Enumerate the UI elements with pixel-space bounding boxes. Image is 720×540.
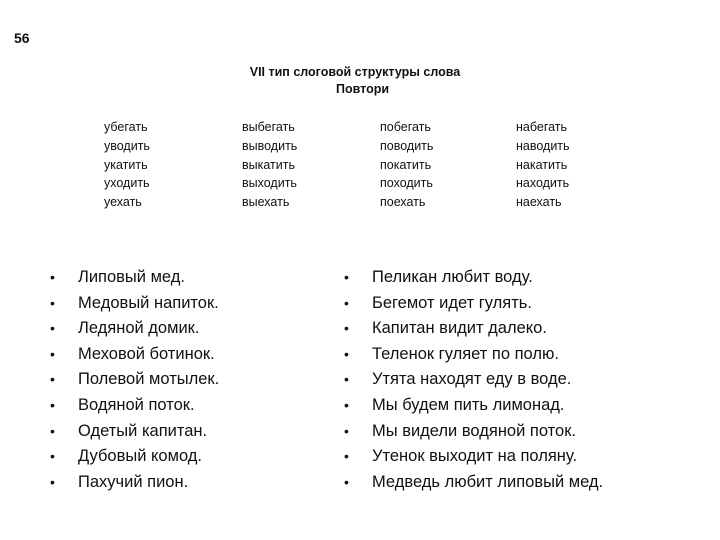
word-item: наехать	[516, 195, 562, 210]
bullet-icon: •	[50, 294, 55, 311]
bullet-icon: •	[344, 320, 349, 337]
word-item: укатить	[104, 157, 148, 172]
phrase-text: Пеликан любит воду.	[372, 268, 533, 286]
phrase-text: Одетый капитан.	[78, 421, 208, 440]
word-grid	[0, 118, 720, 218]
bullet-icon: •	[50, 320, 55, 337]
word-item: выехать	[242, 195, 290, 210]
phrase-text: Мы будем пить лимонад.	[372, 395, 565, 414]
word-column-po	[380, 118, 433, 212]
list-item	[344, 265, 603, 291]
list-item	[344, 291, 603, 317]
word-item: уехать	[104, 195, 142, 210]
list-item	[344, 342, 603, 368]
list-item	[344, 367, 603, 393]
list-item	[344, 444, 603, 470]
list-item	[344, 470, 603, 496]
phrase-text: Капитан видит далеко.	[372, 319, 547, 338]
phrase-text: Пахучий пион.	[78, 472, 189, 491]
list-item	[50, 444, 219, 470]
bullet-icon: •	[344, 371, 349, 388]
list-item	[50, 419, 219, 445]
phrase-list-left	[50, 265, 219, 495]
bullet-icon: •	[344, 422, 349, 439]
list-item	[50, 342, 219, 368]
bullet-icon: •	[50, 345, 55, 362]
page-title: VII тип слоговой структуры слова	[249, 65, 461, 79]
page-subtitle: Повтори	[335, 82, 390, 96]
phrase-text: Дубовый комод.	[78, 447, 202, 466]
title-block	[0, 64, 720, 98]
phrase-text: Ледяной домик.	[78, 319, 200, 338]
word-item: выводить	[242, 138, 298, 153]
word-item: выбегать	[242, 120, 295, 134]
list-item	[344, 393, 603, 419]
list-item	[50, 470, 219, 496]
list-item	[50, 265, 219, 291]
bullet-icon: •	[50, 422, 55, 439]
list-item	[50, 367, 219, 393]
phrase-text: Теленок гуляет по полю.	[372, 344, 559, 363]
word-column-u	[104, 118, 150, 212]
word-column-vy	[242, 118, 297, 212]
word-item: походить	[380, 176, 433, 191]
phrase-text: Утенок выходит на поляну.	[372, 447, 578, 466]
phrase-text: Утята находят еду в воде.	[372, 370, 572, 389]
word-item: покатить	[380, 157, 432, 172]
word-item: уходить	[104, 176, 150, 191]
phrase-text: Липовый мед.	[78, 268, 185, 286]
bullet-icon: •	[50, 396, 55, 413]
word-item: выкатить	[242, 157, 295, 172]
list-item	[50, 316, 219, 342]
bullet-icon: •	[50, 371, 55, 388]
bullet-icon: •	[50, 473, 55, 490]
word-item: накатить	[516, 157, 568, 172]
word-item: набегать	[516, 120, 568, 134]
word-item: находить	[516, 176, 570, 191]
phrase-text: Медведь любит липовый мед.	[372, 472, 604, 491]
list-item	[344, 419, 603, 445]
phrase-text: Меховой ботинок.	[78, 344, 215, 363]
bullet-icon: •	[344, 345, 349, 362]
word-item: поехать	[380, 195, 426, 210]
phrase-list-right	[344, 265, 603, 495]
word-item: наводить	[516, 138, 570, 153]
word-item: поводить	[380, 138, 434, 153]
list-item	[50, 393, 219, 419]
list-item	[344, 316, 603, 342]
phrase-text: Полевой мотылек.	[78, 370, 220, 389]
list-item	[50, 291, 219, 317]
phrase-text: Водяной поток.	[78, 395, 195, 414]
word-item: уводить	[104, 138, 150, 153]
bullet-icon: •	[344, 396, 349, 413]
phrase-text: Бегемот идет гулять.	[372, 293, 532, 312]
bullet-icon: •	[344, 269, 349, 285]
bullet-icon: •	[344, 448, 349, 465]
phrase-text: Медовый напиток.	[78, 293, 219, 312]
bullet-icon: •	[344, 294, 349, 311]
phrase-text: Мы видели водяной поток.	[372, 421, 577, 440]
word-item: убегать	[104, 120, 148, 134]
page-number: 56	[14, 30, 30, 46]
word-item: выходить	[242, 176, 297, 191]
bullet-icon: •	[50, 269, 55, 285]
word-column-na	[516, 118, 570, 212]
bullet-icon: •	[50, 448, 55, 465]
bullet-icon: •	[344, 473, 349, 490]
word-item: побегать	[380, 120, 431, 134]
